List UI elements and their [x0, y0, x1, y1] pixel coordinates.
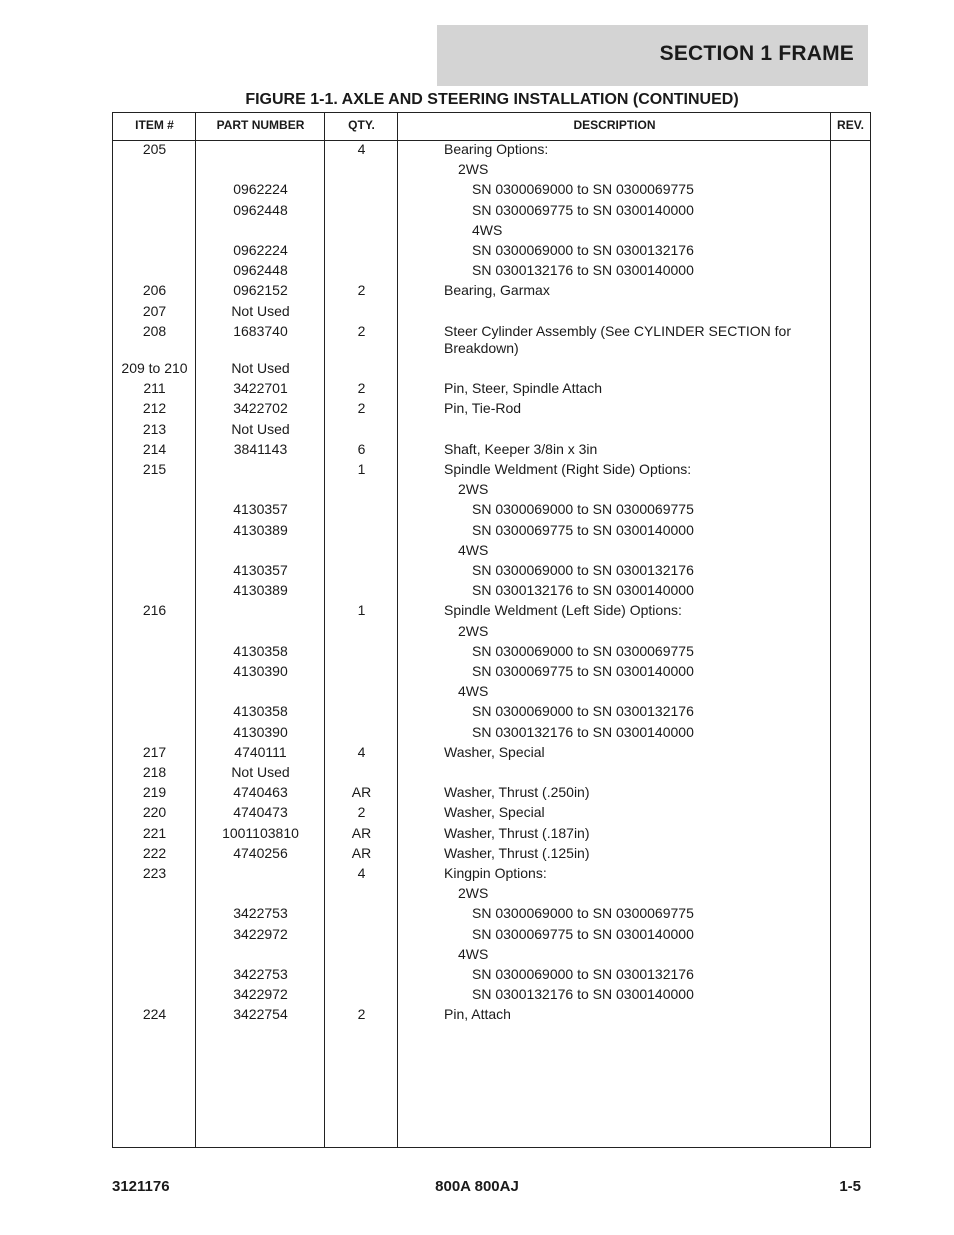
cell-description: 2WS [458, 481, 489, 498]
cell-item: 221 [142, 824, 167, 841]
cell-item: 217 [142, 743, 167, 760]
cell-description: 2WS [458, 885, 489, 902]
cell-part-number: 0962224 [233, 242, 288, 258]
cell-part-number: Not Used [231, 302, 290, 319]
footer-page-number: 1-5 [839, 1178, 861, 1195]
cell-part-number: 1001103810 [222, 824, 299, 841]
cell-description: Bearing, Garmax [444, 282, 550, 299]
cell-part-number: 4740256 [233, 844, 288, 861]
cell-qty: 1 [357, 461, 366, 477]
cell-qty: 4 [357, 743, 366, 760]
cell-description: SN 0300069000 to SN 0300069775 [472, 181, 694, 198]
cell-part-number: 4740463 [233, 784, 288, 801]
cell-description: 2WS [458, 161, 489, 178]
cell-item: 224 [142, 1006, 167, 1023]
cell-part-number: 1683740 [233, 322, 288, 339]
cell-part-number: 0962152 [233, 282, 288, 299]
cell-item: 214 [142, 440, 167, 457]
cell-item: 220 [142, 804, 167, 821]
cell-description: SN 0300132176 to SN 0300140000 [472, 986, 694, 1003]
cell-part-number: 4130357 [233, 562, 288, 578]
cell-part-number: 0962448 [233, 262, 288, 279]
cell-qty: 4 [357, 865, 366, 881]
cell-description: SN 0300132176 to SN 0300140000 [472, 723, 694, 740]
cell-description: SN 0300069000 to SN 0300069775 [472, 642, 694, 659]
header-description: DESCRIPTION [573, 118, 656, 132]
cell-description: SN 0300069000 to SN 0300069775 [472, 905, 694, 922]
column-divider [830, 113, 831, 1147]
cell-description: SN 0300069000 to SN 0300069775 [472, 501, 694, 518]
cell-qty: AR [351, 844, 372, 861]
cell-description: Washer, Thrust (.250in) [444, 784, 590, 801]
cell-part-number: Not Used [231, 764, 290, 780]
cell-item: 206 [142, 282, 167, 299]
cell-description: Kingpin Options: [444, 865, 547, 881]
cell-part-number: 3422753 [233, 966, 288, 982]
cell-item: 208 [142, 322, 167, 339]
cell-qty: 2 [357, 322, 366, 339]
cell-qty: 2 [357, 1006, 366, 1023]
cell-qty: AR [351, 824, 372, 841]
cell-part-number: 4130358 [233, 703, 288, 720]
header-qty: QTY. [348, 118, 375, 132]
cell-description: SN 0300132176 to SN 0300140000 [472, 582, 694, 599]
cell-description: Spindle Weldment (Right Side) Options: [444, 461, 692, 477]
header-part-number: PART NUMBER [216, 118, 305, 132]
cell-item: 218 [142, 764, 167, 780]
cell-part-number: 4130358 [233, 642, 288, 659]
cell-description: 4WS [472, 221, 503, 238]
cell-description: Steer Cylinder Assembly (See CYLINDER SECTION for Breakdown) [444, 322, 791, 356]
cell-description: Pin, Steer, Spindle Attach [444, 380, 602, 397]
cell-item: 215 [142, 461, 167, 477]
cell-part-number: 0962224 [233, 181, 288, 198]
cell-description: Washer, Special [444, 743, 545, 760]
cell-qty: 2 [357, 282, 366, 299]
section-banner [437, 25, 868, 86]
cell-part-number: 4740111 [234, 743, 287, 760]
cell-description: 4WS [458, 945, 489, 962]
cell-part-number: 4130357 [233, 501, 288, 518]
cell-item: 216 [142, 602, 167, 619]
cell-qty: 2 [357, 400, 366, 417]
cell-part-number: Not Used [231, 360, 290, 376]
cell-description: SN 0300069000 to SN 0300132176 [472, 703, 694, 720]
cell-qty: 2 [357, 380, 366, 397]
cell-description: SN 0300069775 to SN 0300140000 [472, 201, 694, 218]
cell-description: Spindle Weldment (Left Side) Options: [444, 602, 682, 619]
cell-part-number: Not Used [231, 420, 290, 437]
figure-title: FIGURE 1-1. AXLE AND STEERING INSTALLATION (CONTINUED) [245, 91, 739, 108]
cell-item: 222 [142, 844, 167, 861]
header-rev: REV. [837, 118, 864, 132]
cell-part-number: 4130389 [233, 521, 288, 538]
cell-item: 213 [142, 420, 167, 437]
cell-description: 4WS [458, 683, 489, 700]
cell-description: Washer, Special [444, 804, 545, 821]
cell-qty: 1 [357, 602, 366, 619]
cell-description: SN 0300069775 to SN 0300140000 [472, 663, 694, 679]
cell-description: Washer, Thrust (.187in) [444, 824, 590, 841]
cell-part-number: 4740473 [233, 804, 288, 821]
cell-part-number: 3841143 [233, 440, 288, 457]
cell-item: 205 [142, 141, 167, 157]
cell-part-number: 3422754 [233, 1006, 288, 1023]
cell-description: SN 0300132176 to SN 0300140000 [472, 262, 694, 279]
cell-part-number: 4130390 [233, 723, 288, 740]
cell-part-number: 0962448 [233, 201, 288, 218]
cell-description: SN 0300069775 to SN 0300140000 [472, 521, 694, 538]
cell-item: 212 [142, 400, 167, 417]
header-item: ITEM # [135, 118, 174, 132]
cell-part-number: 3422702 [233, 400, 288, 417]
cell-part-number: 3422972 [233, 986, 288, 1003]
cell-description: Bearing Options: [444, 141, 549, 157]
section-title: SECTION 1 FRAME [659, 42, 854, 65]
table-header [113, 113, 870, 141]
cell-part-number: 4130390 [233, 663, 288, 679]
cell-qty: 6 [357, 440, 366, 457]
cell-description: SN 0300069000 to SN 0300132176 [472, 242, 694, 258]
cell-description: SN 0300069775 to SN 0300140000 [472, 925, 694, 942]
cell-description: Washer, Thrust (.125in) [444, 844, 590, 861]
cell-qty: 4 [357, 141, 366, 157]
cell-item: 219 [142, 784, 167, 801]
footer-manual-number: 3121176 [112, 1178, 170, 1195]
cell-part-number: 3422753 [233, 905, 288, 922]
cell-qty: AR [351, 784, 372, 801]
cell-description: Shaft, Keeper 3/8in x 3in [444, 440, 598, 457]
cell-part-number: 3422972 [233, 925, 288, 942]
cell-item: 207 [142, 302, 167, 319]
cell-part-number: 3422701 [233, 380, 288, 397]
cell-description: SN 0300069000 to SN 0300132176 [472, 562, 694, 578]
cell-description: Pin, Tie-Rod [444, 400, 522, 417]
cell-description: 2WS [458, 622, 489, 639]
cell-qty: 2 [357, 804, 366, 821]
parts-table [112, 112, 871, 1148]
cell-part-number: 4130389 [233, 582, 288, 599]
cell-item: 223 [142, 865, 167, 881]
cell-description: SN 0300069000 to SN 0300132176 [472, 966, 694, 982]
cell-item: 211 [143, 380, 166, 397]
cell-item: 209 to 210 [121, 360, 188, 376]
cell-description: Pin, Attach [444, 1006, 511, 1023]
footer-model: 800A 800AJ [435, 1178, 519, 1195]
cell-description: 4WS [458, 541, 489, 558]
